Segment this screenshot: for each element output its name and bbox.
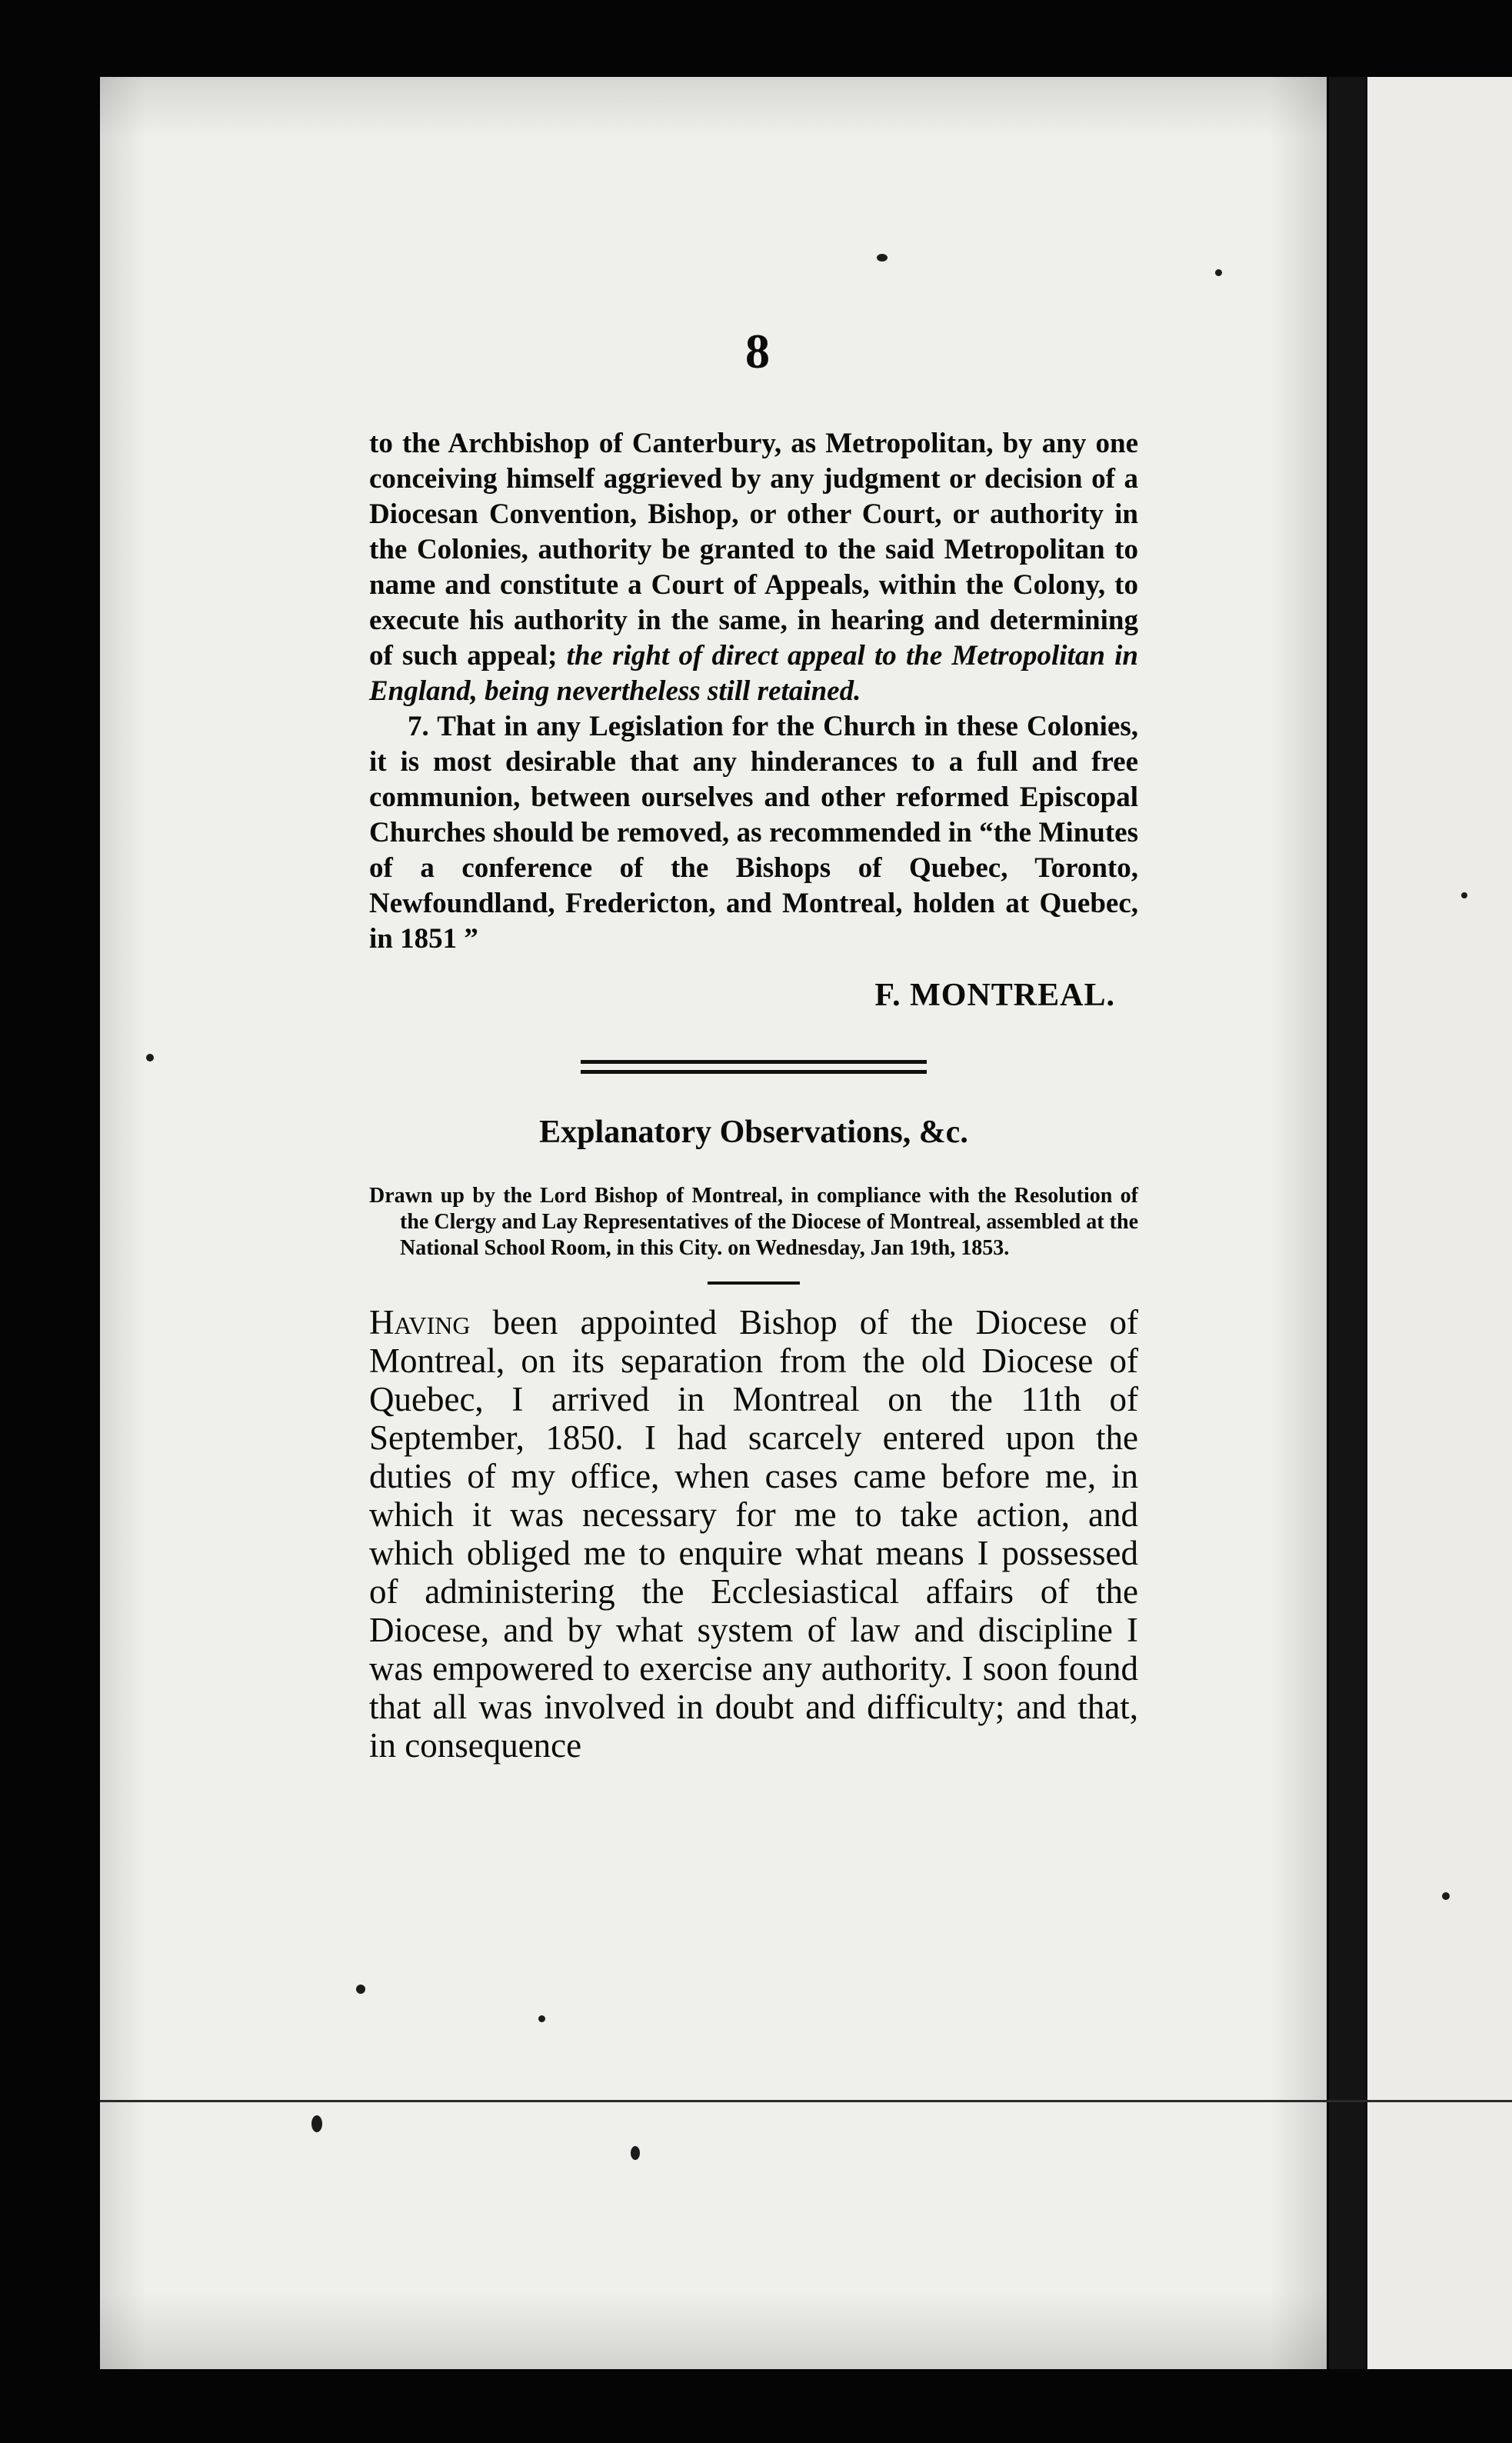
- film-frame-rule: [100, 2100, 1512, 2102]
- page-number: 8: [745, 324, 770, 378]
- body-first-word: Having: [369, 1303, 471, 1341]
- continued-paragraph-text: to the Archbishop of Canterbury, as Metropolitan, by any one conceiving himself aggrieved by any judgment or decision of a Diocesan Convention, Bishop, or other Court, or authority in the Colonies, authority be granted to the said Metropolitan to name and constitute a Court of Appeals, within the Colony, to execute his authority in the same, in hearing and determining of such appeal;: [369, 428, 1138, 672]
- scan-speck: [311, 2115, 322, 2132]
- resolution-7: 7. That in any Legislation for the Church in these Colonies, it is most desirable that any hinderances to a full and free communion, between ourselves and other reformed Episcopal Churches should be removed, as recommended in “the Minutes of a conference of the Bishops of Quebec, Toronto, Newfoundland, Fredericton, and Montreal, holden at Quebec, in 1851 ”: [369, 711, 1138, 955]
- page-content: [369, 323, 1138, 1765]
- adjacent-page-edge: [1367, 77, 1512, 2369]
- double-rule-divider: [581, 1060, 927, 1074]
- body-paragraph-text: been appointed Bishop of the Diocese of Montreal, on its separation from the old Diocese of Quebec, I arrived in Montreal on the 11th of September, 1850. I had scarcely entered upon the duties of my office, when cases came before me, in which it was necessary for me to take action, and which obliged me to enquire what means I possessed of administering the Ecclesiastical affairs of the Diocese, and by what system of law and discipline I was empowered to exercise any authority. I soon found that all was involved in doubt and difficulty; and that, in consequence: [369, 1303, 1138, 1765]
- short-rule-divider: [708, 1281, 800, 1285]
- signature: F. MONTREAL.: [874, 978, 1115, 1013]
- binding-gutter: [1329, 77, 1366, 2369]
- scan-speck: [1215, 269, 1222, 276]
- body-paragraph: [369, 1303, 1138, 1765]
- scan-speck: [1442, 1892, 1450, 1900]
- scan-speck: [1461, 892, 1467, 898]
- scan-speck: [146, 1054, 154, 1062]
- scan-speck: [631, 2146, 640, 2160]
- scan-speck: [356, 1985, 365, 1994]
- continued-paragraph-italic: the right of direct appeal to the Metropolitan in England, being nevertheless still retained.: [369, 640, 1138, 707]
- section-title: Explanatory Observations, &c.: [539, 1115, 968, 1150]
- scan-speck: [538, 2015, 545, 2022]
- continued-paragraph: [369, 426, 1138, 709]
- section-subtitle: Drawn up by the Lord Bishop of Montreal, in compliance with the Resolution of the Clergy and Lay Representatives of the Diocese of Montreal, assembled at the National School Room, in this City. on Wednesday, Jan 19th, 1853.: [369, 1184, 1138, 1260]
- scan-speck: [877, 254, 888, 262]
